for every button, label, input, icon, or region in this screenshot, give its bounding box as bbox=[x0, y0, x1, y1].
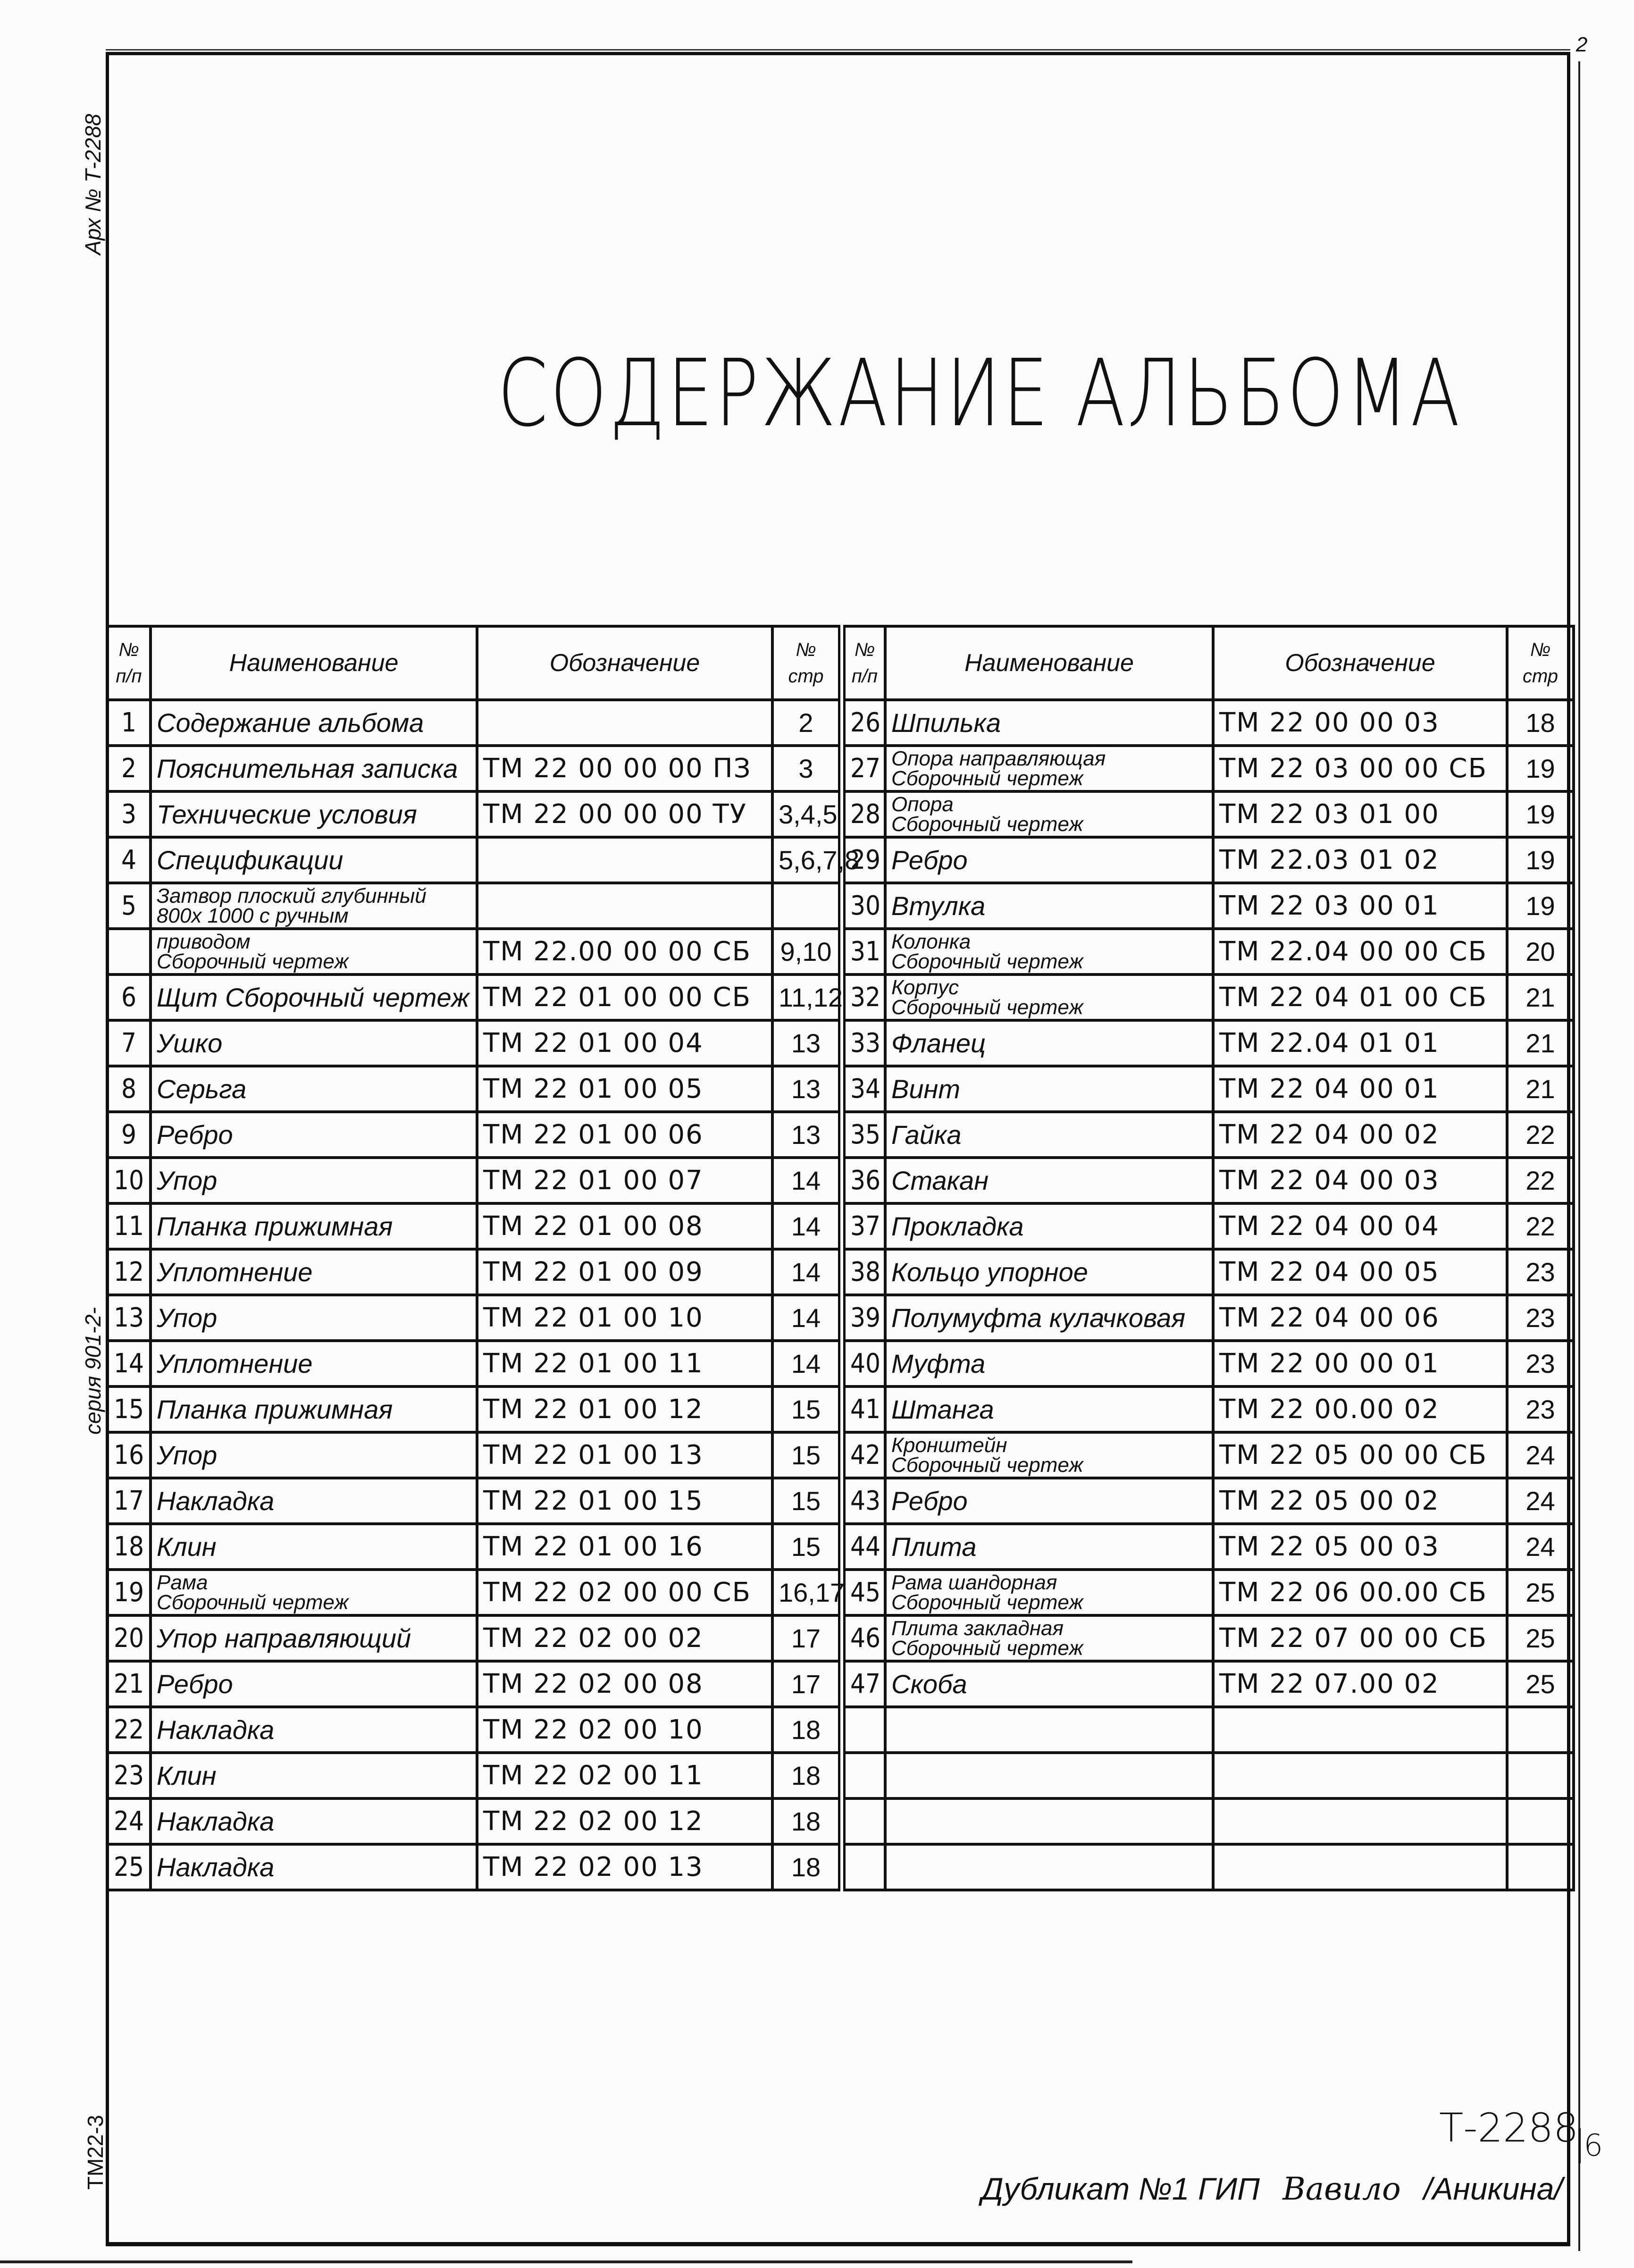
item-designation bbox=[1213, 1798, 1507, 1844]
item-number: 37 bbox=[842, 1203, 885, 1249]
item-number: 10 bbox=[107, 1158, 151, 1203]
item-designation: ТМ 22 00.00 02 bbox=[1213, 1386, 1507, 1432]
item-designation bbox=[1213, 1707, 1507, 1753]
item-designation: ТМ 22 04 00 01 bbox=[1213, 1066, 1507, 1112]
item-number: 46 bbox=[842, 1615, 885, 1661]
item-designation: ТМ 22 02 00 02 bbox=[477, 1615, 772, 1661]
item-name: Винт bbox=[885, 1066, 1213, 1112]
duplicate-note bbox=[981, 2171, 1563, 2207]
item-number: 12 bbox=[107, 1249, 151, 1295]
table-row bbox=[107, 1020, 1574, 1066]
item-page: 25 bbox=[1507, 1615, 1574, 1661]
item-designation: ТМ 22 02 00 11 bbox=[477, 1753, 772, 1798]
item-designation: ТМ 22 01 00 05 bbox=[477, 1066, 772, 1112]
document-id bbox=[1439, 2105, 1603, 2163]
outer-right-line bbox=[1578, 61, 1580, 2251]
item-name: Затвор плоский глубинный 800х 1000 с ручным bbox=[151, 883, 477, 929]
table-row bbox=[107, 1295, 1574, 1341]
item-number: 7 bbox=[107, 1020, 151, 1066]
item-name: Фланец bbox=[885, 1020, 1213, 1066]
item-name: Накладка bbox=[151, 1844, 477, 1890]
table-header bbox=[107, 626, 1574, 700]
item-name: Ребро bbox=[885, 1478, 1213, 1524]
item-designation: ТМ 22 01 00 06 bbox=[477, 1112, 772, 1158]
item-name: Накладка bbox=[151, 1707, 477, 1753]
item-designation: ТМ 22 00 00 01 bbox=[1213, 1341, 1507, 1386]
item-number: 42 bbox=[842, 1432, 885, 1478]
signature: Вавило bbox=[1282, 2171, 1401, 2207]
item-number: 1 bbox=[107, 700, 151, 746]
item-number bbox=[842, 1707, 885, 1753]
item-page: 18 bbox=[772, 1753, 842, 1798]
item-name bbox=[885, 1844, 1213, 1890]
item-designation: ТМ 22 04 00 06 bbox=[1213, 1295, 1507, 1341]
item-designation: ТМ 22 01 00 15 bbox=[477, 1478, 772, 1524]
item-page: 16,17 bbox=[772, 1570, 842, 1615]
item-page: 18 bbox=[1507, 700, 1574, 746]
item-designation: ТМ 22 03 00 00 СБ bbox=[1213, 746, 1507, 791]
item-page: 15 bbox=[772, 1386, 842, 1432]
item-designation: ТМ 22 01 00 16 bbox=[477, 1524, 772, 1570]
item-name: Кронштейн Сборочный чертеж bbox=[885, 1432, 1213, 1478]
item-number: 29 bbox=[842, 837, 885, 883]
item-name: Полумуфта кулачковая bbox=[885, 1295, 1213, 1341]
item-designation bbox=[477, 837, 772, 883]
item-designation: ТМ 22.04 01 01 bbox=[1213, 1020, 1507, 1066]
item-page: 20 bbox=[1507, 929, 1574, 974]
table-row bbox=[107, 1615, 1574, 1661]
item-number bbox=[107, 929, 151, 974]
table-row bbox=[107, 1386, 1574, 1432]
item-number: 11 bbox=[107, 1203, 151, 1249]
item-designation: ТМ 22 00 00 03 bbox=[1213, 700, 1507, 746]
item-designation: ТМ 22 03 01 00 bbox=[1213, 791, 1507, 837]
item-designation bbox=[1213, 1844, 1507, 1890]
item-number: 2 bbox=[107, 746, 151, 791]
item-designation: ТМ 22 02 00 00 СБ bbox=[477, 1570, 772, 1615]
item-number: 47 bbox=[842, 1661, 885, 1707]
item-number: 44 bbox=[842, 1524, 885, 1570]
item-number: 36 bbox=[842, 1158, 885, 1203]
item-name: Пояснительная записка bbox=[151, 746, 477, 791]
item-number: 26 bbox=[842, 700, 885, 746]
item-page: 13 bbox=[772, 1020, 842, 1066]
item-name: Прокладка bbox=[885, 1203, 1213, 1249]
table-row bbox=[107, 1753, 1574, 1798]
document-number: Т-2288 bbox=[1439, 2105, 1579, 2151]
table-row bbox=[107, 1158, 1574, 1203]
item-number: 35 bbox=[842, 1112, 885, 1158]
item-page: 22 bbox=[1507, 1203, 1574, 1249]
item-page bbox=[1507, 1798, 1574, 1844]
item-page: 14 bbox=[772, 1341, 842, 1386]
page-number: 2 bbox=[1576, 33, 1588, 56]
table-row bbox=[107, 1844, 1574, 1890]
item-number: 14 bbox=[107, 1341, 151, 1386]
table-row bbox=[107, 746, 1574, 791]
item-name: Муфта bbox=[885, 1341, 1213, 1386]
item-number: 45 bbox=[842, 1570, 885, 1615]
item-page: 21 bbox=[1507, 1020, 1574, 1066]
item-page: 19 bbox=[1507, 837, 1574, 883]
table-row bbox=[107, 1066, 1574, 1112]
item-name: Накладка bbox=[151, 1478, 477, 1524]
item-name: Ребро bbox=[885, 837, 1213, 883]
item-page: 21 bbox=[1507, 1066, 1574, 1112]
item-designation: ТМ 22 04 00 04 bbox=[1213, 1203, 1507, 1249]
item-page: 15 bbox=[772, 1524, 842, 1570]
table-row bbox=[107, 1432, 1574, 1478]
item-number: 27 bbox=[842, 746, 885, 791]
item-name: Накладка bbox=[151, 1798, 477, 1844]
item-number: 5 bbox=[107, 883, 151, 929]
header-name-left: Наименование bbox=[151, 626, 477, 700]
duplicate-label: Дубликат №1 ГИП bbox=[981, 2171, 1260, 2206]
item-page: 14 bbox=[772, 1295, 842, 1341]
header-page-left: № стр bbox=[772, 626, 842, 700]
item-designation: ТМ 22 05 00 00 СБ bbox=[1213, 1432, 1507, 1478]
item-name: Упор bbox=[151, 1432, 477, 1478]
item-designation: ТМ 22 01 00 08 bbox=[477, 1203, 772, 1249]
item-designation: ТМ 22 06 00.00 СБ bbox=[1213, 1570, 1507, 1615]
item-name: Рама шандорная Сборочный чертеж bbox=[885, 1570, 1213, 1615]
page-title: СОДЕРЖАНИЕ АЛЬБОМА bbox=[497, 340, 1462, 447]
item-number: 43 bbox=[842, 1478, 885, 1524]
item-page: 19 bbox=[1507, 883, 1574, 929]
item-page: 19 bbox=[1507, 746, 1574, 791]
item-page: 22 bbox=[1507, 1112, 1574, 1158]
item-page: 13 bbox=[772, 1112, 842, 1158]
table-row bbox=[107, 1249, 1574, 1295]
item-name: Рама Сборочный чертеж bbox=[151, 1570, 477, 1615]
item-name: Упор направляющий bbox=[151, 1615, 477, 1661]
header-num-left: № п/п bbox=[107, 626, 151, 700]
item-page: 18 bbox=[772, 1844, 842, 1890]
archive-number: Арх № Т-2288 bbox=[81, 114, 105, 255]
item-designation: ТМ 22 04 00 05 bbox=[1213, 1249, 1507, 1295]
item-number: 32 bbox=[842, 974, 885, 1020]
item-designation: ТМ 22 04 01 00 СБ bbox=[1213, 974, 1507, 1020]
item-number: 33 bbox=[842, 1020, 885, 1066]
item-designation: ТМ 22.04 00 00 СБ bbox=[1213, 929, 1507, 974]
item-page: 11,12 bbox=[772, 974, 842, 1020]
item-name: Штанга bbox=[885, 1386, 1213, 1432]
item-number: 40 bbox=[842, 1341, 885, 1386]
item-number: 34 bbox=[842, 1066, 885, 1112]
sheet-number: 6 bbox=[1578, 2128, 1603, 2163]
item-page: 24 bbox=[1507, 1478, 1574, 1524]
item-number: 17 bbox=[107, 1478, 151, 1524]
table-row bbox=[107, 1570, 1574, 1615]
item-name: Ребро bbox=[151, 1661, 477, 1707]
header-num-right: № п/п bbox=[842, 626, 885, 700]
item-name: Планка прижимная bbox=[151, 1203, 477, 1249]
item-number bbox=[842, 1798, 885, 1844]
item-designation bbox=[1213, 1753, 1507, 1798]
item-name: Плита закладная Сборочный чертеж bbox=[885, 1615, 1213, 1661]
item-number bbox=[842, 1844, 885, 1890]
item-number: 16 bbox=[107, 1432, 151, 1478]
item-number: 3 bbox=[107, 791, 151, 837]
item-designation: ТМ 22 02 00 08 bbox=[477, 1661, 772, 1707]
top-border-line bbox=[106, 49, 1570, 50]
outer-bottom-line bbox=[0, 2260, 1132, 2263]
item-number: 18 bbox=[107, 1524, 151, 1570]
item-designation: ТМ 22 00 00 00 ПЗ bbox=[477, 746, 772, 791]
item-name: Плита bbox=[885, 1524, 1213, 1570]
item-designation: ТМ 22 07 00 00 СБ bbox=[1213, 1615, 1507, 1661]
item-page: 19 bbox=[1507, 791, 1574, 837]
item-name: Кольцо упорное bbox=[885, 1249, 1213, 1295]
item-page: 15 bbox=[772, 1432, 842, 1478]
item-page: 9,10 bbox=[772, 929, 842, 974]
item-designation: ТМ 22 01 00 00 СБ bbox=[477, 974, 772, 1020]
table-row bbox=[107, 883, 1574, 929]
item-page: 18 bbox=[772, 1707, 842, 1753]
item-page: 23 bbox=[1507, 1341, 1574, 1386]
item-designation: ТМ 22 02 00 12 bbox=[477, 1798, 772, 1844]
item-page: 15 bbox=[772, 1478, 842, 1524]
item-designation bbox=[477, 700, 772, 746]
item-page bbox=[1507, 1707, 1574, 1753]
item-name: Клин bbox=[151, 1753, 477, 1798]
item-name: Гайка bbox=[885, 1112, 1213, 1158]
item-name bbox=[885, 1753, 1213, 1798]
item-number: 22 bbox=[107, 1707, 151, 1753]
item-name: Спецификации bbox=[151, 837, 477, 883]
item-number: 31 bbox=[842, 929, 885, 974]
item-designation: ТМ 22 02 00 13 bbox=[477, 1844, 772, 1890]
item-designation: ТМ 22 00 00 00 ТУ bbox=[477, 791, 772, 837]
item-number: 20 bbox=[107, 1615, 151, 1661]
item-number: 15 bbox=[107, 1386, 151, 1432]
item-name: Уплотнение bbox=[151, 1341, 477, 1386]
table-row bbox=[107, 1341, 1574, 1386]
item-designation: ТМ 22 07.00 02 bbox=[1213, 1661, 1507, 1707]
item-name: Корпус Сборочный чертеж bbox=[885, 974, 1213, 1020]
item-number: 25 bbox=[107, 1844, 151, 1890]
item-designation: ТМ 22.03 01 02 bbox=[1213, 837, 1507, 883]
signer-name: /Аникина/ bbox=[1424, 2171, 1563, 2206]
item-number: 38 bbox=[842, 1249, 885, 1295]
header-page-right: № стр bbox=[1507, 626, 1574, 700]
item-name: Опора направляющая Сборочный чертеж bbox=[885, 746, 1213, 791]
item-page: 18 bbox=[772, 1798, 842, 1844]
item-name: Скоба bbox=[885, 1661, 1213, 1707]
item-page: 3,4,5 bbox=[772, 791, 842, 837]
item-designation: ТМ 22 01 00 04 bbox=[477, 1020, 772, 1066]
table-row bbox=[107, 974, 1574, 1020]
item-name: Щит Сборочный чертеж bbox=[151, 974, 477, 1020]
item-number: 13 bbox=[107, 1295, 151, 1341]
item-designation: ТМ 22 01 00 09 bbox=[477, 1249, 772, 1295]
item-name: Ушко bbox=[151, 1020, 477, 1066]
item-designation: ТМ 22 01 00 07 bbox=[477, 1158, 772, 1203]
table-row bbox=[107, 837, 1574, 883]
item-number: 19 bbox=[107, 1570, 151, 1615]
table-row bbox=[107, 700, 1574, 746]
item-page: 14 bbox=[772, 1203, 842, 1249]
item-number: 4 bbox=[107, 837, 151, 883]
item-page bbox=[1507, 1753, 1574, 1798]
item-number bbox=[842, 1753, 885, 1798]
item-designation: ТМ 22 01 00 13 bbox=[477, 1432, 772, 1478]
item-page: 23 bbox=[1507, 1295, 1574, 1341]
item-page: 5,6,7,8 bbox=[772, 837, 842, 883]
item-page: 22 bbox=[1507, 1158, 1574, 1203]
item-designation: ТМ 22 01 00 12 bbox=[477, 1386, 772, 1432]
item-number: 21 bbox=[107, 1661, 151, 1707]
item-page: 14 bbox=[772, 1249, 842, 1295]
item-page: 21 bbox=[1507, 974, 1574, 1020]
table-row bbox=[107, 1203, 1574, 1249]
item-name: Упор bbox=[151, 1295, 477, 1341]
item-designation: ТМ 22 01 00 10 bbox=[477, 1295, 772, 1341]
header-name-right: Наименование bbox=[885, 626, 1213, 700]
item-name: приводом Сборочный чертеж bbox=[151, 929, 477, 974]
item-name: Ребро bbox=[151, 1112, 477, 1158]
item-designation: ТМ 22 04 00 03 bbox=[1213, 1158, 1507, 1203]
item-designation: ТМ 22 02 00 10 bbox=[477, 1707, 772, 1753]
series-label: серия 901-2- bbox=[81, 1307, 105, 1435]
item-name: Технические условия bbox=[151, 791, 477, 837]
header-code-left: Обозначение bbox=[477, 626, 772, 700]
item-page: 2 bbox=[772, 700, 842, 746]
item-number: 9 bbox=[107, 1112, 151, 1158]
item-number: 6 bbox=[107, 974, 151, 1020]
item-page: 3 bbox=[772, 746, 842, 791]
item-designation: ТМ 22 01 00 11 bbox=[477, 1341, 772, 1386]
contents-table bbox=[106, 625, 1575, 1891]
item-number: 30 bbox=[842, 883, 885, 929]
table-row bbox=[107, 1661, 1574, 1707]
item-page: 17 bbox=[772, 1615, 842, 1661]
item-name: Клин bbox=[151, 1524, 477, 1570]
item-page: 23 bbox=[1507, 1386, 1574, 1432]
item-name: Упор bbox=[151, 1158, 477, 1203]
item-name bbox=[885, 1798, 1213, 1844]
item-page: 23 bbox=[1507, 1249, 1574, 1295]
item-page: 14 bbox=[772, 1158, 842, 1203]
item-designation: ТМ 22 05 00 02 bbox=[1213, 1478, 1507, 1524]
table-row bbox=[107, 1798, 1574, 1844]
item-number: 39 bbox=[842, 1295, 885, 1341]
item-page bbox=[1507, 1844, 1574, 1890]
item-page: 25 bbox=[1507, 1570, 1574, 1615]
item-designation: ТМ 22.00 00 00 СБ bbox=[477, 929, 772, 974]
item-name: Планка прижимная bbox=[151, 1386, 477, 1432]
item-page bbox=[772, 883, 842, 929]
table-row bbox=[107, 791, 1574, 837]
item-name: Шпилька bbox=[885, 700, 1213, 746]
item-designation: ТМ 22 03 00 01 bbox=[1213, 883, 1507, 929]
table-row bbox=[107, 1524, 1574, 1570]
item-page: 13 bbox=[772, 1066, 842, 1112]
item-designation: ТМ 22 04 00 02 bbox=[1213, 1112, 1507, 1158]
item-name: Стакан bbox=[885, 1158, 1213, 1203]
item-name bbox=[885, 1707, 1213, 1753]
item-name: Содержание альбома bbox=[151, 700, 477, 746]
item-name: Колонка Сборочный чертеж bbox=[885, 929, 1213, 974]
item-page: 24 bbox=[1507, 1524, 1574, 1570]
table-row bbox=[107, 1707, 1574, 1753]
header-code-right: Обозначение bbox=[1213, 626, 1507, 700]
item-number: 24 bbox=[107, 1798, 151, 1844]
item-name: Уплотнение bbox=[151, 1249, 477, 1295]
item-page: 25 bbox=[1507, 1661, 1574, 1707]
item-name: Втулка bbox=[885, 883, 1213, 929]
table-row bbox=[107, 929, 1574, 974]
item-number: 23 bbox=[107, 1753, 151, 1798]
table-row bbox=[107, 1112, 1574, 1158]
item-number: 41 bbox=[842, 1386, 885, 1432]
item-name: Серьга bbox=[151, 1066, 477, 1112]
item-name: Опора Сборочный чертеж bbox=[885, 791, 1213, 837]
item-designation: ТМ 22 05 00 03 bbox=[1213, 1524, 1507, 1570]
margin-code: ТМ22-3 bbox=[83, 2115, 108, 2190]
item-number: 8 bbox=[107, 1066, 151, 1112]
table-row bbox=[107, 1478, 1574, 1524]
item-number: 28 bbox=[842, 791, 885, 837]
item-designation bbox=[477, 883, 772, 929]
item-page: 17 bbox=[772, 1661, 842, 1707]
item-page: 24 bbox=[1507, 1432, 1574, 1478]
